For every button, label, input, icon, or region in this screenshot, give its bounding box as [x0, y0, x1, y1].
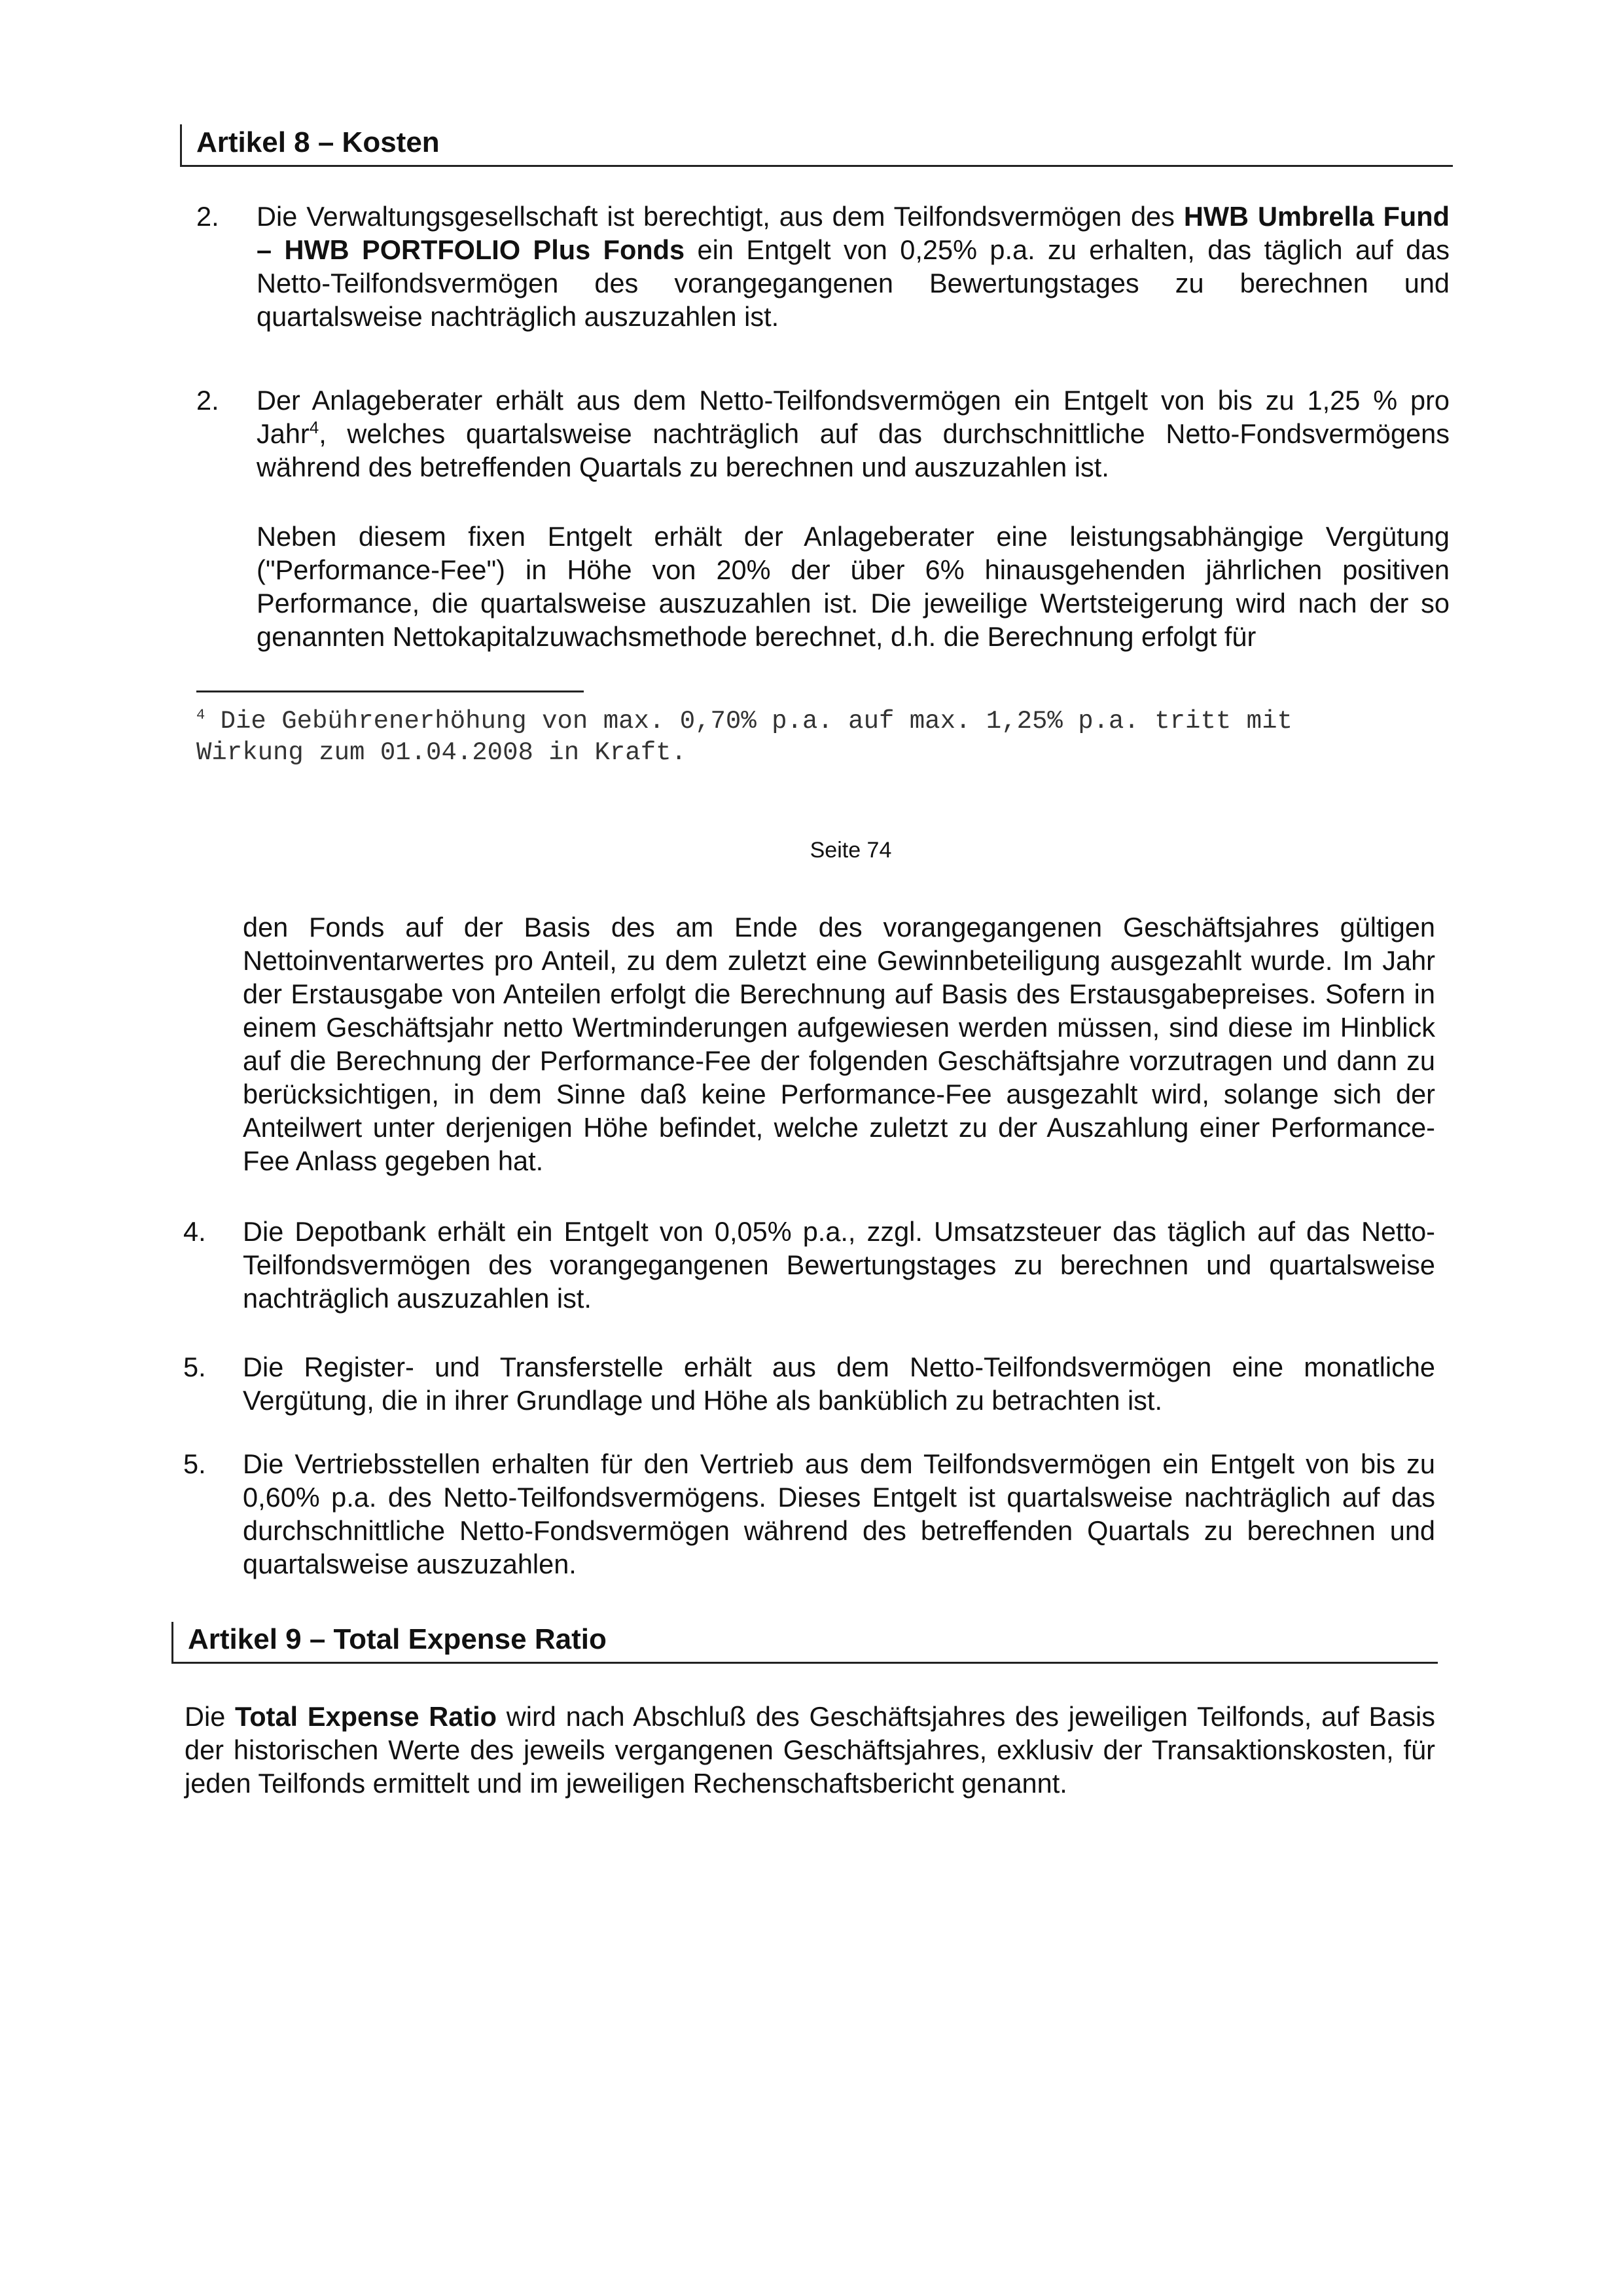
fund-name: HWB Umbrella Fund – HWB PORTFOLIO Plus Fonds [257, 201, 1450, 265]
list-item-depotbank [183, 1215, 1435, 1319]
section-heading-artikel-9 [171, 1622, 1438, 1664]
paragraph-performance-fee: Neben diesem fixen Entgelt erhält der Anlageberater eine leistungsabhängige Vergütung ("Performance-Fee") in Höhe von 20% der über 6% hinausgehenden jährlichen positiven Performance, die quartalsweise auszuzahlen ist. Die jeweilige Wertsteigerung wird nach der so genannten Nettokapitalzuwachsmethode berechnet, d.h. die Berechnung erfolgt für [257, 521, 1450, 652]
footnote: $^4$ Die Gebührenerhöhung von max. 0,70% p.a. auf max. 1,25% p.a. tritt mit Wirkung zum 01.04.2008 in Kraft. [196, 707, 1293, 767]
section-title: Artikel 9 – Total Expense Ratio [188, 1623, 607, 1655]
paragraph-continuation: den Fonds auf der Basis des am Ende des vorangegangenen Geschäftsjahres gültigen Nettoinventarwertes pro Anteil, zu dem zuletzt eine Gewinnbeteiligung ausgezahlt wurde. Im Jahr der Erstausgabe von Anteilen erfolgt die Berechnung auf Basis des Erstausgabepreises. Sofern in einem Geschäftsjahr netto Wertminderungen aufgewiesen werden müssen, sind diese im Hinblick auf die Berechnung der Performance-Fee der folgenden Geschäftsjahre vorzutragen und dann zu berücksichtigen, in dem Sinne daß keine Performance-Fee ausgezahlt wird, solange sich der Anteilwert unter derjenigen Höhe befindet, welche zuletzt zu der Auszahlung einer Performance-Fee Anlass gegeben hat. [243, 912, 1435, 1176]
list-number: 2. [196, 201, 219, 232]
paragraph-text: Die Register- und Transferstelle erhält aus dem Netto-Teilfondsvermögen eine monatliche Vergütung, die in ihrer Grundlage und Höhe als banküblich zu betrachten ist. [243, 1352, 1435, 1416]
page-number: Seite 74 [810, 838, 892, 863]
paragraph-text: Die Depotbank erhält ein Entgelt von 0,05% p.a., zzgl. Umsatzsteuer das täglich auf das Netto-Teilfondsvermögen des vorangegangenen Bewertungstages zu berechnen und quartalsweise nachträglich auszuzahlen ist. [243, 1216, 1435, 1314]
section-heading-artikel-8 [180, 124, 1453, 167]
term-total-expense-ratio: Total Expense Ratio [235, 1701, 497, 1732]
footnote-reference: 4 [309, 418, 319, 438]
list-number: 5. [183, 1448, 206, 1479]
paragraph-text: Der Anlageberater erhält aus dem Netto-Teilfondsvermögen ein Entgelt von bis zu 1,25 % pro Jahr$^4$, welches quartalsweise nachträglich auf das durchschnittliche Netto-Fondsvermögens während des betreffenden Quartals zu berechnen und auszuzahlen ist. [257, 385, 1450, 482]
paragraph-text: Die Total Expense Ratio wird nach Abschluß des Geschäftsjahres des jeweiligen Teilfonds, auf Basis der historischen Werte des jeweils vergangenen Geschäftsjahres, exklusiv der Transaktionskosten, für jeden Teilfonds ermittelt und im jeweiligen Rechenschaftsbericht genannt. [185, 1701, 1436, 1799]
list-number: 2. [196, 385, 219, 416]
list-item-register-transferstelle [183, 1350, 1435, 1422]
paragraph-text: Die Verwaltungsgesellschaft ist berechtigt, aus dem Teilfondsvermögen des HWB Umbrella Fund – HWB PORTFOLIO Plus Fonds ein Entgelt von 0,25% p.a. zu erhalten, das täglich auf das Netto-Teilfondsvermögen des vorangegangenen Bewertungstages zu berechnen und quartalsweise nachträglich auszuzahlen ist. [257, 201, 1450, 332]
list-number: 5. [183, 1352, 206, 1382]
footnote-divider [196, 691, 584, 692]
list-item-anlageberater [196, 384, 1450, 488]
list-number: 4. [183, 1216, 206, 1247]
footnote-mark: 4 [196, 707, 205, 723]
section-title: Artikel 8 – Kosten [196, 126, 440, 158]
paragraph-text: Die Vertriebsstellen erhalten für den Vertrieb aus dem Teilfondsvermögen ein Entgelt von bis zu 0,60% p.a. des Netto-Teilfondsvermögens. Dieses Entgelt ist quartalsweise nachträglich auf das durchschnittliche Netto-Fondsvermögen während des betreffenden Quartals zu berechnen und quartalsweise auszuzahlen. [243, 1448, 1435, 1579]
list-item-verwaltung [196, 200, 1450, 337]
paragraph-total-expense-ratio [185, 1700, 1435, 1837]
list-item-vertriebsstellen [183, 1447, 1435, 1585]
